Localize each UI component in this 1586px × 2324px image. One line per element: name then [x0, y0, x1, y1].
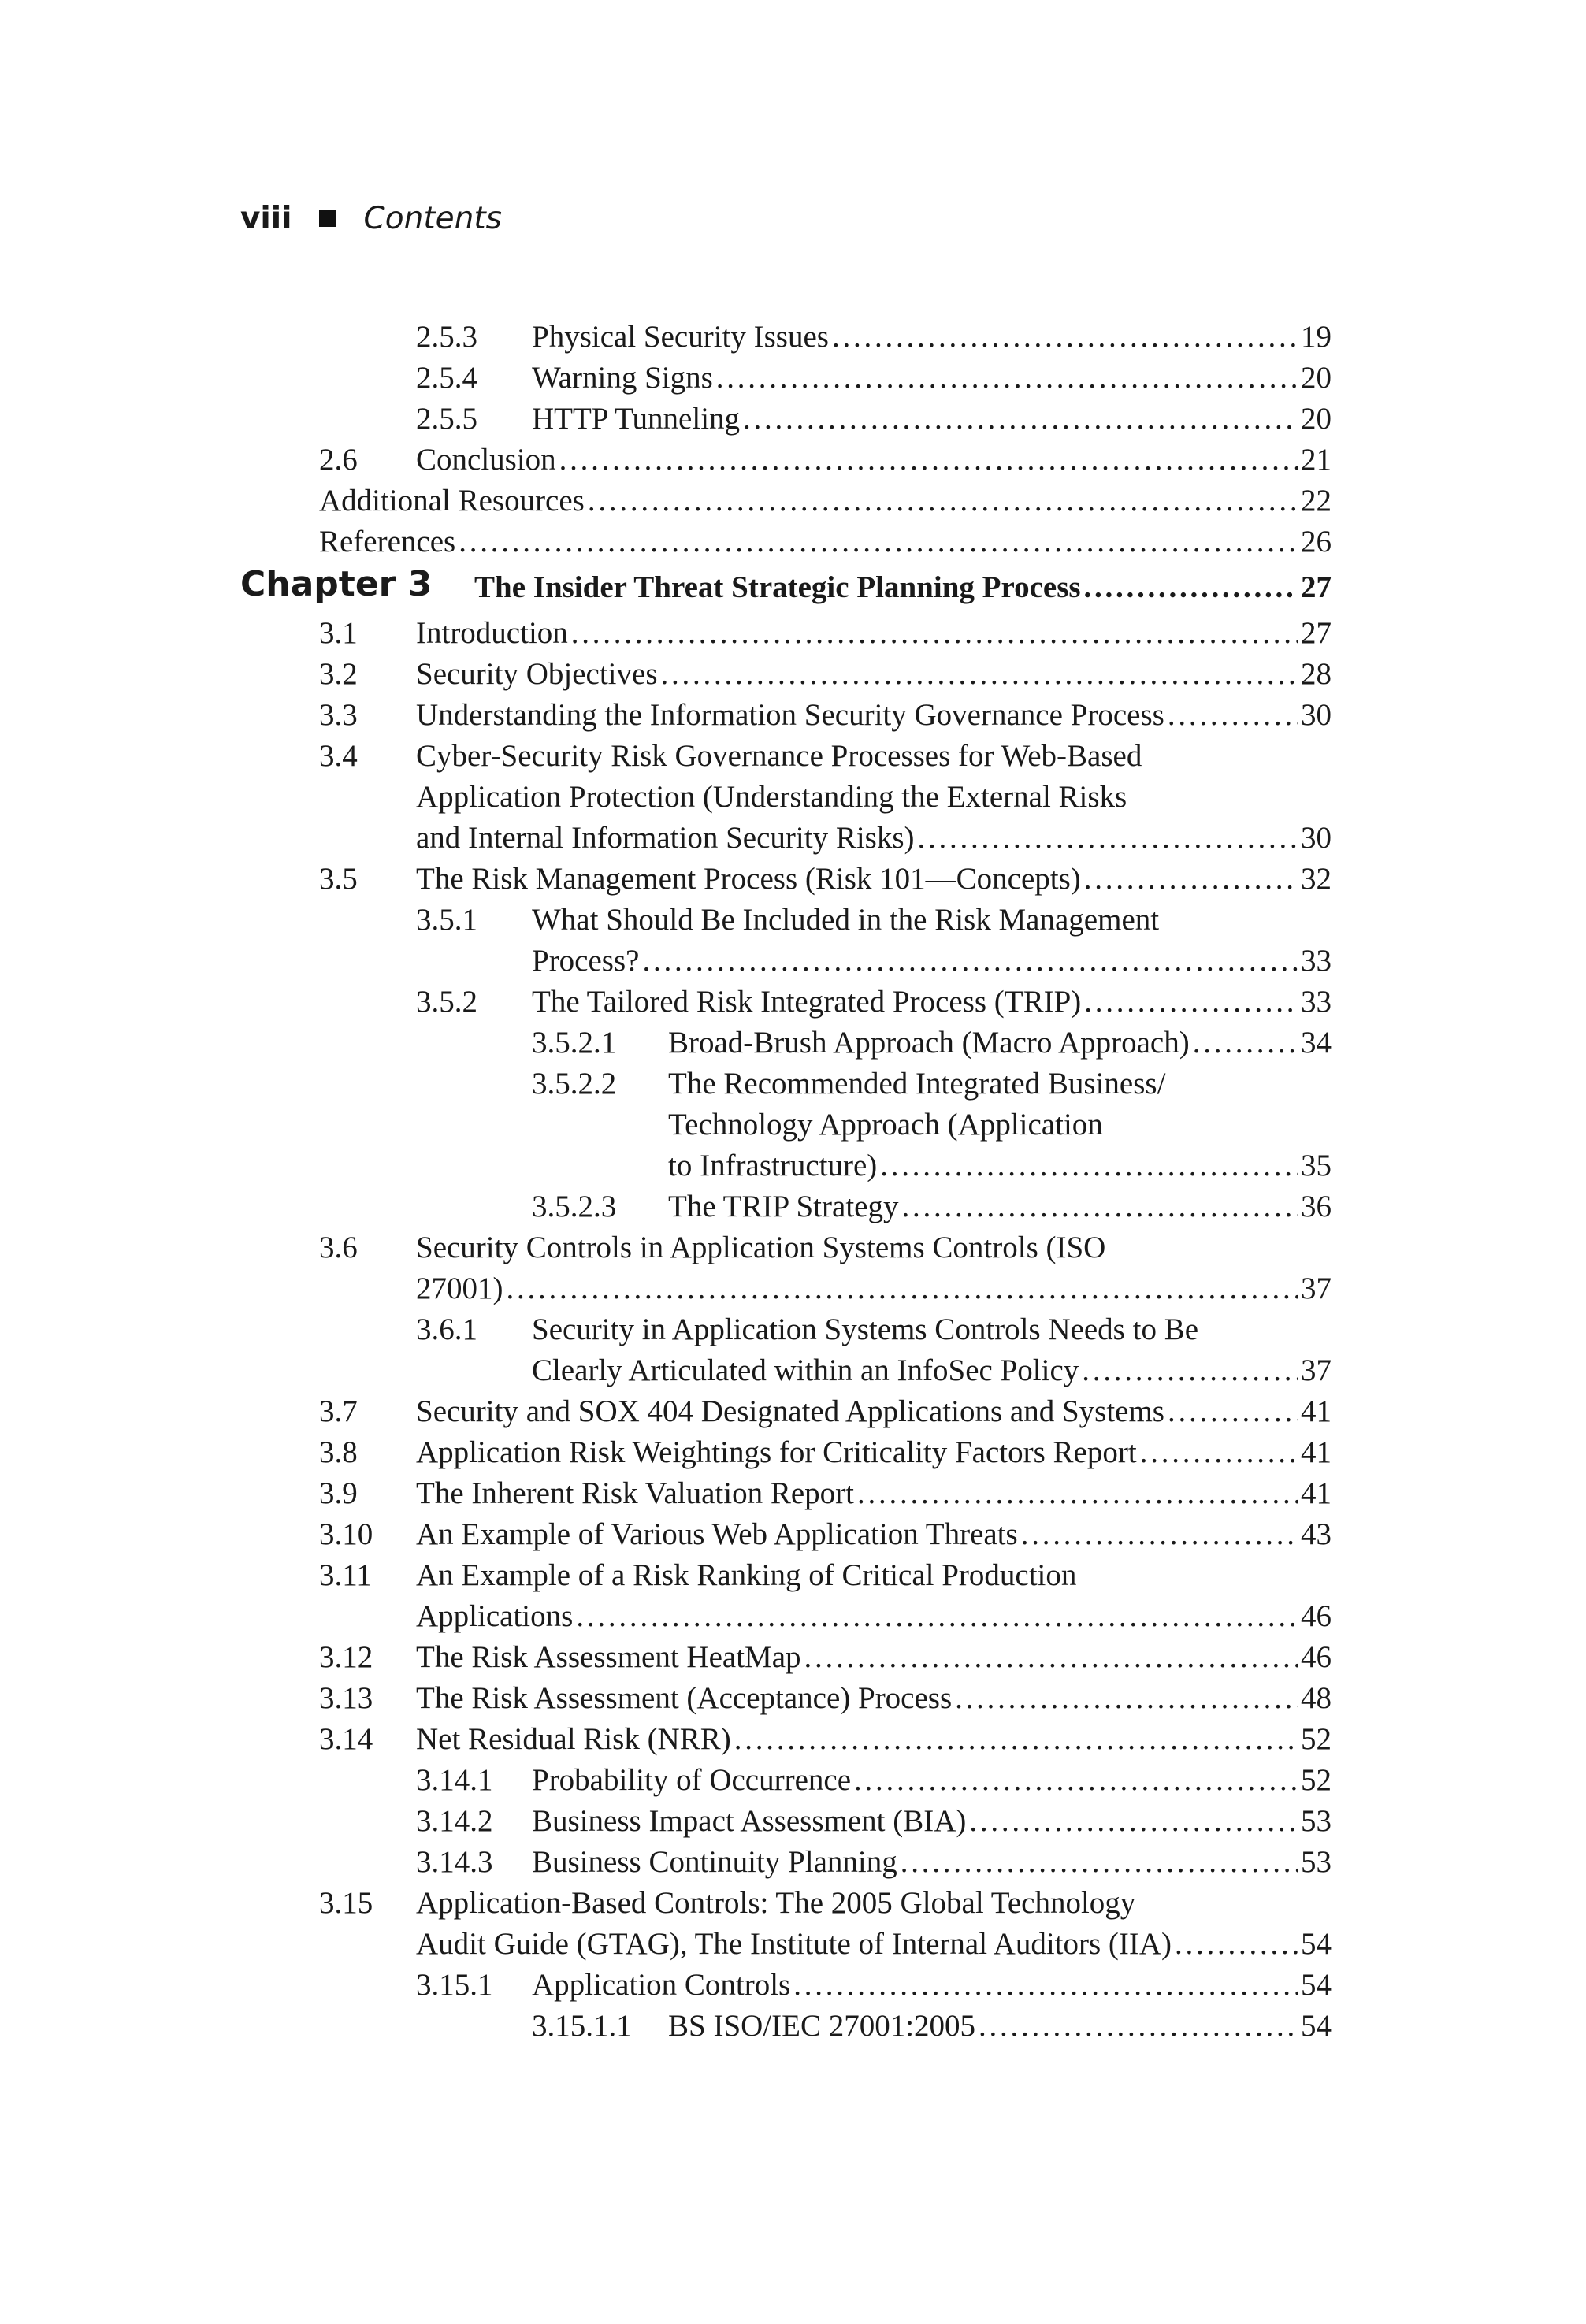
toc-chapter-entry [474, 567, 1332, 608]
toc-entry [668, 1145, 1332, 1186]
page-number: 46 [1301, 1599, 1332, 1633]
entry-title: The Risk Assessment HeatMap [416, 1640, 801, 1674]
entry-title-line: The Recommended Integrated Business/ [668, 1067, 1166, 1101]
page-number: 19 [1301, 320, 1332, 354]
page-number: 41 [1301, 1476, 1332, 1510]
toc-entry [416, 654, 1332, 695]
toc-entry [668, 1186, 1332, 1227]
page-number: 33 [1301, 944, 1332, 978]
entry-title: An Example of Various Web Application Threats [416, 1517, 1018, 1551]
toc-entry [668, 1023, 1332, 1064]
entry-title-line: Security Controls in Application Systems Controls (ISO [416, 1231, 1106, 1264]
dot-leader [1193, 1023, 1298, 1064]
entry-title: Security Objectives [416, 657, 658, 691]
page-number: 37 [1301, 1272, 1332, 1305]
entry-number: 3.15.1.1 [532, 2009, 632, 2043]
dot-leader [969, 1801, 1298, 1842]
page-number: 35 [1301, 1149, 1332, 1182]
entry-title: The TRIP Strategy [668, 1190, 899, 1223]
entry-number: 3.9 [319, 1476, 358, 1510]
entry-title-line: Technology Approach (Application [668, 1108, 1103, 1142]
dot-leader [559, 440, 1298, 481]
toc-entry [416, 695, 1332, 736]
square-bullet-icon [319, 210, 336, 227]
entry-title: Clearly Articulated within an InfoSec Policy [532, 1353, 1079, 1387]
page-number: 33 [1301, 985, 1332, 1019]
dot-leader [716, 358, 1298, 399]
toc-entry [416, 1268, 1332, 1309]
page-number: 36 [1301, 1190, 1332, 1223]
entry-number: 3.14.2 [416, 1804, 493, 1838]
page-number: 53 [1301, 1845, 1332, 1879]
page-number: 52 [1301, 1763, 1332, 1797]
dot-leader [576, 1596, 1298, 1637]
dot-leader [854, 1760, 1298, 1801]
entry-title: References [319, 525, 456, 559]
dot-leader [857, 1473, 1298, 1514]
toc-entry [532, 317, 1332, 358]
page-number: 41 [1301, 1394, 1332, 1428]
entry-number: 3.15.1 [416, 1968, 493, 2002]
entry-title: Application Risk Weightings for Criticality Factors Report [416, 1435, 1137, 1469]
page-number: 53 [1301, 1804, 1332, 1838]
entry-title: Additional Resources [319, 484, 585, 518]
entry-title: HTTP Tunneling [532, 402, 741, 436]
toc-entry [416, 1678, 1332, 1719]
entry-number: 3.2 [319, 657, 358, 691]
dot-leader [1175, 1924, 1298, 1965]
entry-title: BS ISO/IEC 27001:2005 [668, 2009, 976, 2043]
toc-entry [416, 818, 1332, 859]
page-number: 34 [1301, 1026, 1332, 1060]
page-number: 43 [1301, 1517, 1332, 1551]
dot-leader [507, 1268, 1298, 1309]
entry-title: Warning Signs [532, 361, 713, 395]
entry-title: Net Residual Risk (NRR) [416, 1722, 731, 1756]
entry-title: The Tailored Risk Integrated Process (TRIP) [532, 985, 1082, 1019]
toc-entry [416, 440, 1332, 481]
entry-number: 3.14.3 [416, 1845, 493, 1879]
page-number: 20 [1301, 402, 1332, 436]
page-number: 26 [1301, 525, 1332, 559]
entry-number: 3.5.1 [416, 903, 477, 937]
page-number: 27 [1301, 570, 1332, 604]
entry-number: 3.1 [319, 616, 358, 650]
toc-entry [416, 859, 1332, 900]
toc-entry [319, 481, 1332, 522]
dot-leader [743, 399, 1298, 440]
entry-title: Probability of Occurrence [532, 1763, 852, 1797]
entry-number: 2.5.5 [416, 402, 477, 436]
entry-number: 3.5.2 [416, 985, 477, 1019]
page-number: 54 [1301, 1927, 1332, 1961]
dot-leader [1084, 567, 1298, 608]
page-number: 21 [1301, 443, 1332, 477]
entry-title: Business Continuity Planning [532, 1845, 897, 1879]
toc-entry [532, 1760, 1332, 1801]
dot-leader [1168, 695, 1298, 736]
page-number: 37 [1301, 1353, 1332, 1387]
toc-entry [416, 1514, 1332, 1555]
entry-number: 3.5.2.1 [532, 1026, 617, 1060]
page-number: 52 [1301, 1722, 1332, 1756]
toc-entry [532, 1965, 1332, 2006]
entry-number: 3.5 [319, 862, 358, 896]
section-title: Contents [363, 200, 502, 236]
dot-leader [588, 481, 1298, 522]
toc-entry [532, 399, 1332, 440]
dot-leader [901, 1842, 1298, 1883]
toc-entry [416, 1924, 1332, 1965]
entry-title-line: Cyber-Security Risk Governance Processes for Web-Based [416, 739, 1142, 773]
dot-leader [571, 613, 1298, 654]
dot-leader [832, 317, 1298, 358]
dot-leader [459, 522, 1298, 562]
entry-title-line: What Should Be Included in the Risk Management [532, 903, 1160, 937]
entry-title: The Risk Management Process (Risk 101—Concepts) [416, 862, 1081, 896]
entry-number: 3.3 [319, 698, 358, 732]
page-number: 20 [1301, 361, 1332, 395]
dot-leader [1021, 1514, 1298, 1555]
page-number: 41 [1301, 1435, 1332, 1469]
toc-entry [416, 1473, 1332, 1514]
toc-entry [319, 522, 1332, 562]
chapter-label: Chapter 3 [240, 564, 433, 604]
entry-title-line: Application-Based Controls: The 2005 Global Technology [416, 1886, 1136, 1920]
entry-number: 2.5.4 [416, 361, 477, 395]
dot-leader [880, 1145, 1298, 1186]
entry-title: Physical Security Issues [532, 320, 829, 354]
toc-entry [416, 1719, 1332, 1760]
page-number: viii [240, 200, 292, 236]
dot-leader [1082, 1350, 1298, 1391]
entry-title: Security and SOX 404 Designated Applications and Systems [416, 1394, 1164, 1428]
dot-leader [793, 1965, 1298, 2006]
dot-leader [1168, 1391, 1298, 1432]
page-number: 48 [1301, 1681, 1332, 1715]
page-number: 27 [1301, 616, 1332, 650]
entry-number: 2.6 [319, 443, 358, 477]
entry-title: Audit Guide (GTAG), The Institute of Internal Auditors (IIA) [416, 1927, 1172, 1961]
page-number: 32 [1301, 862, 1332, 896]
page-number: 22 [1301, 484, 1332, 518]
page-number: 30 [1301, 698, 1332, 732]
dot-leader [1084, 859, 1298, 900]
entry-number: 3.10 [319, 1517, 373, 1551]
toc-entry [668, 2006, 1332, 2047]
entry-title: 27001) [416, 1272, 503, 1305]
entry-title: Conclusion [416, 443, 556, 477]
dot-leader [901, 1186, 1298, 1227]
entry-title: Business Impact Assessment (BIA) [532, 1804, 967, 1838]
toc-entry [532, 941, 1332, 982]
toc-entry [416, 1391, 1332, 1432]
page-number: 54 [1301, 2009, 1332, 2043]
entry-number: 3.7 [319, 1394, 358, 1428]
dot-leader [661, 654, 1298, 695]
dot-leader [979, 2006, 1298, 2047]
entry-title: Process? [532, 944, 640, 978]
entry-number: 3.11 [319, 1558, 372, 1592]
entry-title: Application Controls [532, 1968, 791, 2002]
toc-entry [416, 613, 1332, 654]
entry-number: 3.4 [319, 739, 358, 773]
entry-title: The Inherent Risk Valuation Report [416, 1476, 854, 1510]
dot-leader [955, 1678, 1298, 1719]
toc-entry [532, 1350, 1332, 1391]
entry-number: 3.14 [319, 1722, 373, 1756]
toc-entry [416, 1637, 1332, 1678]
entry-number: 3.8 [319, 1435, 358, 1469]
page-number: 54 [1301, 1968, 1332, 2002]
entry-number: 3.5.2.2 [532, 1067, 617, 1101]
running-header [240, 197, 502, 239]
toc-entry [416, 1432, 1332, 1473]
dot-leader [918, 818, 1298, 859]
entry-title: Broad-Brush Approach (Macro Approach) [668, 1026, 1190, 1060]
entry-number: 3.6 [319, 1231, 358, 1264]
entry-number: 3.12 [319, 1640, 373, 1674]
entry-title: Applications [416, 1599, 574, 1633]
page-number: 30 [1301, 821, 1332, 855]
toc-entry [532, 1842, 1332, 1883]
dot-leader [734, 1719, 1298, 1760]
entry-title: Understanding the Information Security Governance Process [416, 698, 1164, 732]
entry-title-line: An Example of a Risk Ranking of Critical Production [416, 1558, 1077, 1592]
toc-entry [416, 1596, 1332, 1637]
entry-title: The Insider Threat Strategic Planning Process [474, 570, 1081, 604]
entry-number: 2.5.3 [416, 320, 477, 354]
toc-entry [532, 1801, 1332, 1842]
entry-number: 3.13 [319, 1681, 373, 1715]
toc-entry [532, 358, 1332, 399]
dot-leader [1140, 1432, 1298, 1473]
entry-number: 3.14.1 [416, 1763, 493, 1797]
page-number: 28 [1301, 657, 1332, 691]
entry-number: 3.5.2.3 [532, 1190, 617, 1223]
entry-title: Introduction [416, 616, 568, 650]
page-number: 46 [1301, 1640, 1332, 1674]
entry-title: to Infrastructure) [668, 1149, 878, 1182]
toc-entry [532, 982, 1332, 1023]
entry-title-line: Security in Application Systems Controls Needs to Be [532, 1312, 1199, 1346]
dot-leader [1084, 982, 1298, 1023]
entry-title: and Internal Information Security Risks) [416, 821, 915, 855]
entry-number: 3.15 [319, 1886, 373, 1920]
entry-number: 3.6.1 [416, 1312, 477, 1346]
dot-leader [642, 941, 1298, 982]
dot-leader [804, 1637, 1298, 1678]
entry-title: The Risk Assessment (Acceptance) Process [416, 1681, 953, 1715]
entry-title-line: Application Protection (Understanding the External Risks [416, 780, 1127, 814]
